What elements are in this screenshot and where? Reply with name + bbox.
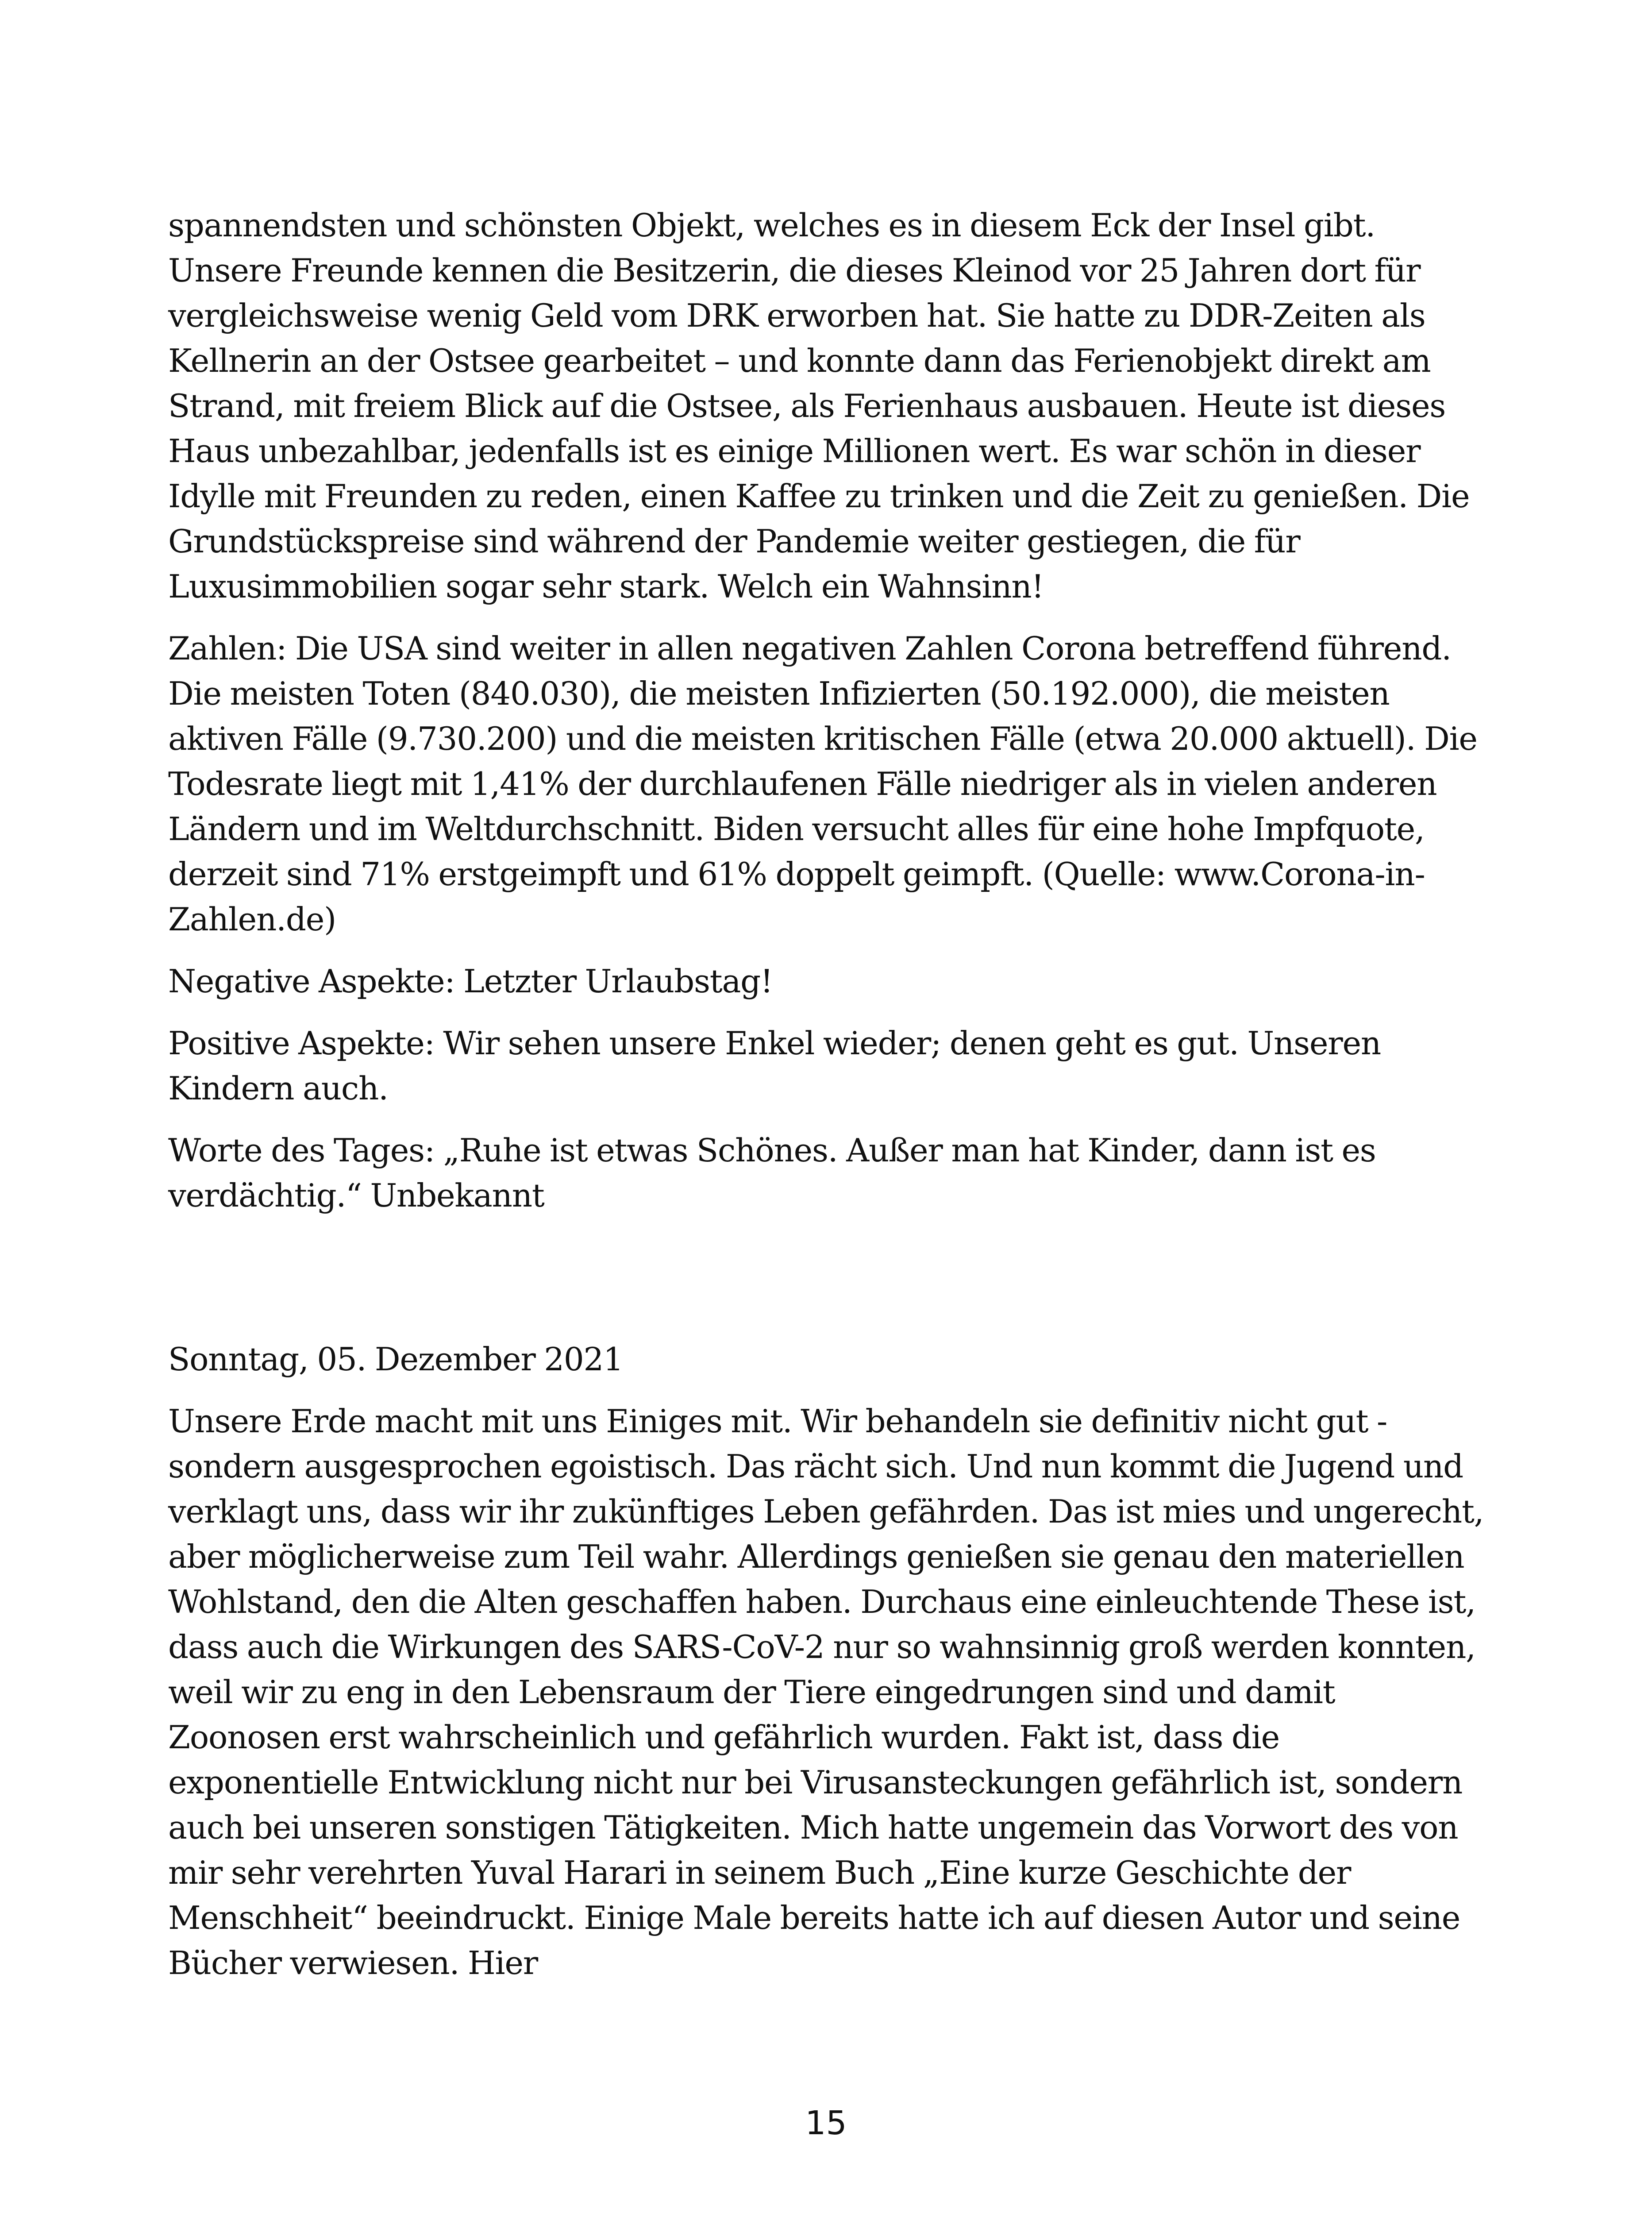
paragraph-villa-description: spannendsten und schönsten Objekt, welches es in diesem Eck der Insel gibt. Unsere Freunde kennen die Besitzerin, die dieses Kleinod vor 25 Jahren dort für vergleichsweise wenig Geld vom DRK erworben hat. Sie hatte zu DDR-Zeiten als Kellnerin an der Ostsee gearbeitet – und konnte dann das Ferienobjekt direkt am Strand, mit freiem Blick auf die Ostsee, als Ferienhaus ausbauen. Heute ist dieses Haus unbezahlbar, jedenfalls ist es einige Millionen wert. Es war schön in dieser Idylle mit Freunden zu reden, einen Kaffee zu trinken und die Zeit zu genießen. Die Grundstückspreise sind während der Pandemie weiter gestiegen, die für Luxusimmobilien sogar sehr stark. Welch ein Wahnsinn! xyxy=(168,207,1470,605)
paragraph-corona-numbers: Zahlen: Die USA sind weiter in allen negativen Zahlen Corona betreffend führend. Die meisten Toten (840.030), die meisten Infizierten (50.192.000), die meisten aktiven Fälle (9.730.200) und die meisten kritischen Fälle (etwa 20.000 aktuell). Die Todesrate liegt mit 1,41% der durchlaufenen Fälle niedriger als in vielen anderen Ländern und im Weltdurchschnitt. Biden versucht alles für eine hohe Impfquote, derzeit sind 71% erstgeimpft und 61% doppelt geimpft. (Quelle: www.Corona-in-Zahlen.de) xyxy=(168,630,1477,938)
entry-date-heading: Sonntag, 05. Dezember 2021 xyxy=(168,1341,623,1378)
document-body xyxy=(168,203,1487,2002)
page-number: 15 xyxy=(805,2104,847,2142)
paragraph-words-of-the-day: Worte des Tages: „Ruhe ist etwas Schönes. Außer man hat Kinder, dann ist es verdächtig.“ Unbekannt xyxy=(168,1132,1376,1214)
paragraph-entry-text: Unsere Erde macht mit uns Einiges mit. Wir behandeln sie definitiv nicht gut - sondern ausgesprochen egoistisch. Das rächt sich. Und nun kommt die Jugend und verklagt uns, dass wir ihr zukünftiges Leben gefährden. Das ist mies und ungerecht, aber möglicherweise zum Teil wahr. Allerdings genießen sie genau den materiellen Wohlstand, den die Alten geschaffen haben. Durchaus eine einleuchtende These ist, dass auch die Wirkungen des SARS-CoV-2 nur so wahnsinnig groß werden konnten, weil wir zu eng in den Lebensraum der Tiere eingedrungen sind und damit Zoonosen erst wahrscheinlich und gefährlich wurden. Fakt ist, dass die exponentielle Entwicklung nicht nur bei Virusansteckungen gefährlich ist, sondern auch bei unseren sonstigen Tätigkeiten. Mich hatte ungemein das Vorwort des von mir sehr verehrten Yuval Harari in seinem Buch „Eine kurze Geschichte der Menschheit“ beeindruckt. Einige Male bereits hatte ich auf diesen Autor und seine Bücher verwiesen. Hier xyxy=(168,1403,1484,1982)
paragraph-negative-aspects: Negative Aspekte: Letzter Urlaubstag! xyxy=(168,963,773,1000)
paragraph-positive-aspects: Positive Aspekte: Wir sehen unsere Enkel wieder; denen geht es gut. Unseren Kindern auch. xyxy=(168,1025,1381,1107)
